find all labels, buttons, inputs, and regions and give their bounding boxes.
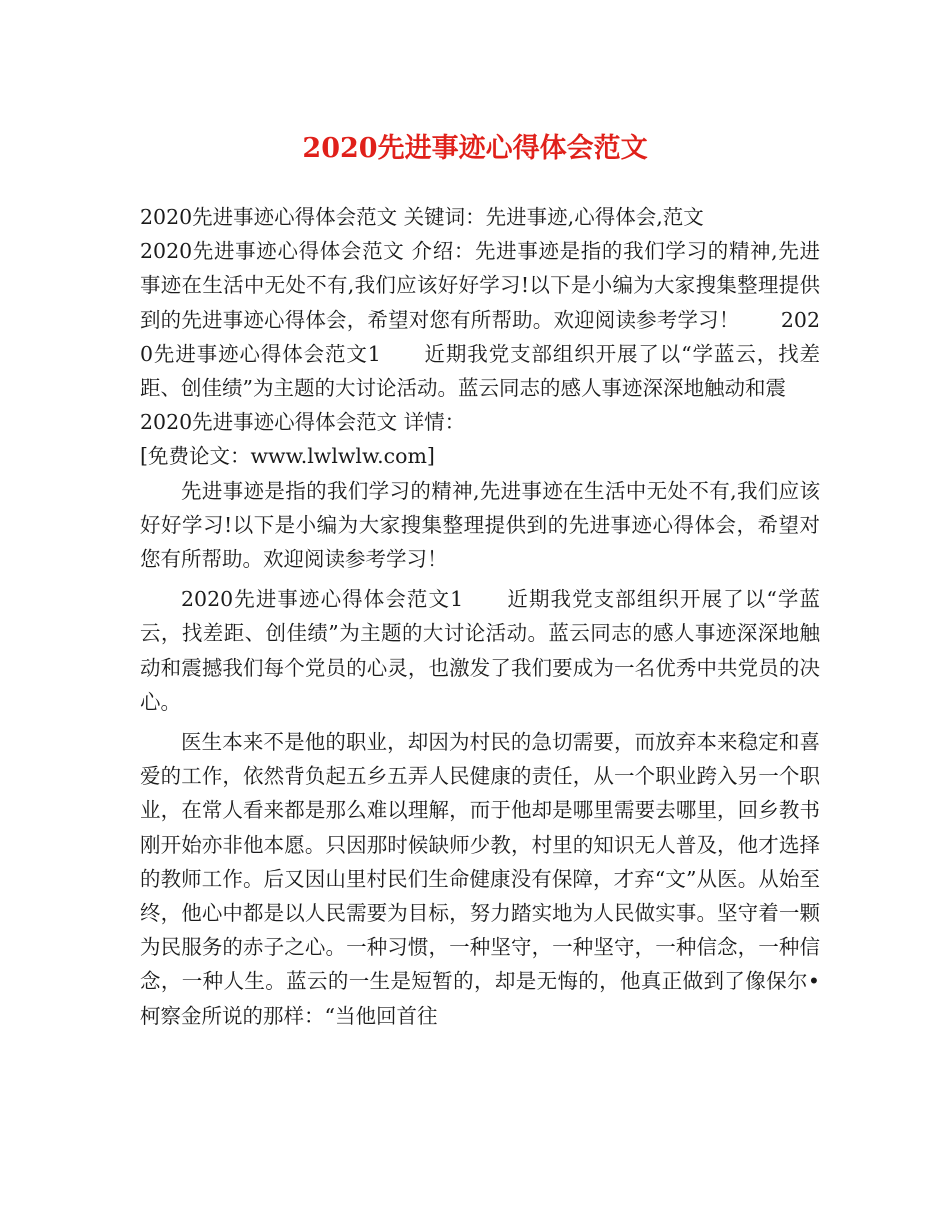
intro-paragraph: 2020先进事迹心得体会范文 介绍：先进事迹是指的我们学习的精神,先进事迹在生活中无处不有,我们应该好好学习!以下是小编为大家搜集整理提供到的先进事迹心得体会，希望对您有所帮助。欢迎阅读参考学习！ 2020先进事迹心得体会范文1 近期我党支部组织开展了以“学蓝云，找差距、创佳绩”为主题的大讨论活动。蓝云同志的感人事迹深深地触动和震 (140, 239, 820, 401)
body-paragraph: 2020先进事迹心得体会范文1 近期我党支部组织开展了以“学蓝云，找差距、创佳绩”为主题的大讨论活动。蓝云同志的感人事迹深深地触动和震撼我们每个党员的心灵，也激发了我们要成为一名优秀中共党员的决心。 (140, 587, 820, 714)
document-title: 2020先进事迹心得体会范文 (302, 133, 648, 164)
body-paragraph: 先进事迹是指的我们学习的精神,先进事迹在生活中无处不有,我们应该好好学习!以下是小编为大家搜集整理提供到的先进事迹心得体会，希望对您有所帮助。欢迎阅读参考学习！ (140, 478, 820, 572)
document-body (140, 200, 820, 1033)
source-link: [免费论文：www.lwlwlw.com] (140, 444, 435, 469)
body-paragraph: 医生本来不是他的职业，却因为村民的急切需要，而放弃本来稳定和喜爱的工作，依然背负起五乡五弄人民健康的责任，从一个职业跨入另一个职业，在常人看来都是那么难以理解，而于他却是哪里需要去哪里，回乡教书刚开始亦非他本愿。只因那时候缺师少教，村里的知识无人普及，他才选择的教师工作。后又因山里村民们生命健康没有保障，才弃“文”从医。从始至终，他心中都是以人民需要为目标，努力踏实地为人民做实事。坚守着一颗为民服务的赤子之心。一种习惯，一种坚守，一种坚守，一种信念，一种信念，一种人生。蓝云的一生是短暂的，却是无悔的，他真正做到了像保尔•柯察金所说的那样：“当他回首往 (140, 730, 820, 1028)
keywords-line: 2020先进事迹心得体会范文 关键词：先进事迹,心得体会,范文 (140, 205, 704, 229)
details-heading: 2020先进事迹心得体会范文 详情： (140, 410, 466, 435)
